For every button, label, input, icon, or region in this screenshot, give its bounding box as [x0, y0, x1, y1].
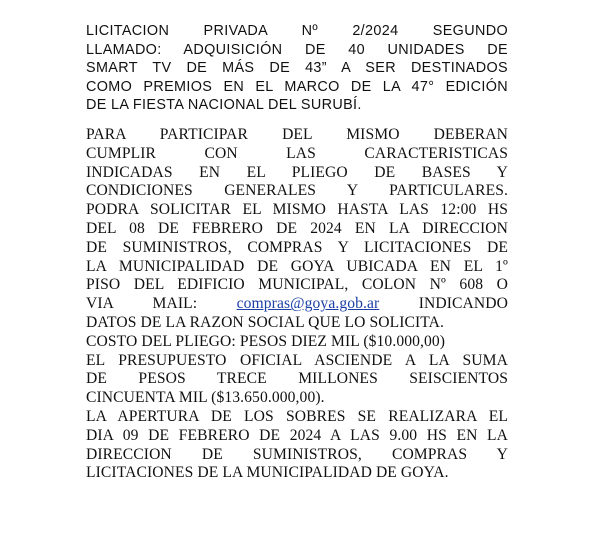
body-line: LICITACIONES DE LA MUNICIPALIDAD DE GOYA. — [86, 464, 449, 482]
body-block — [86, 126, 508, 483]
email-link[interactable]: compras@goya.gob.ar — [236, 295, 380, 313]
heading-line: DE LA FIESTA NACIONAL DEL SURUBÍ. — [86, 97, 362, 114]
heading-line: COMO PREMIOS EN EL MARCO DE LA 47° EDICIÓN — [86, 78, 508, 95]
body-line: DEL 08 DE FEBRERO DE 2024 EN LA DIRECCION — [86, 219, 508, 237]
heading-line: LICITACION PRIVADA Nº 2/2024 SEGUNDO — [86, 23, 508, 39]
body-line: LA MUNICIPALIDAD DE GOYA UBICADA EN EL 1º — [86, 257, 508, 275]
body-line: LA APERTURA DE LOS SOBRES SE REALIZARA EL — [86, 407, 508, 425]
body-line: DE PESOS TRECE MILLONES SEISCIENTOS — [86, 370, 508, 388]
via-mail-line — [86, 295, 508, 314]
body-line: DATOS DE LA RAZON SOCIAL QUE LO SOLICITA. — [86, 313, 445, 331]
body-line: PODRA SOLICITAR EL MISMO HASTA LAS 12:00 HS — [86, 201, 508, 219]
indicando-text: INDICANDO — [418, 295, 509, 313]
body-line: COSTO DEL PLIEGO: PESOS DIEZ MIL ($10.000,00) — [86, 332, 446, 350]
body-line: CONDICIONES GENERALES Y PARTICULARES. — [86, 182, 508, 200]
heading-line: LLAMADO: ADQUISICIÓN DE 40 UNIDADES DE — [86, 41, 508, 58]
body-line: INDICADAS EN EL PLIEGO DE BASES Y — [86, 163, 508, 181]
via-mail-label: VIA MAIL: — [86, 295, 198, 313]
body-line: CINCUENTA MIL ($13.650.000,00). — [86, 389, 325, 407]
body-line: EL PRESUPUESTO OFICIAL ASCIENDE A LA SUMA — [86, 351, 508, 369]
body-line: PISO DEL EDIFICIO MUNICIPAL, COLON Nº 608 O — [86, 276, 508, 294]
heading-block — [86, 22, 508, 115]
body-line: DIRECCION DE SUMINISTROS, COMPRAS Y — [86, 445, 508, 463]
document — [86, 22, 508, 483]
body-line: DIA 09 DE FEBRERO DE 2024 A LAS 9.00 HS EN LA — [86, 426, 508, 444]
heading-line: SMART TV DE MÁS DE 43” A SER DESTINADOS — [86, 60, 508, 77]
body-line: PARA PARTICIPAR DEL MISMO DEBERAN — [86, 125, 508, 143]
body-line: DE SUMINISTROS, COMPRAS Y LICITACIONES DE — [86, 238, 508, 256]
body-line: CUMPLIR CON LAS CARACTERISTICAS — [86, 144, 508, 162]
